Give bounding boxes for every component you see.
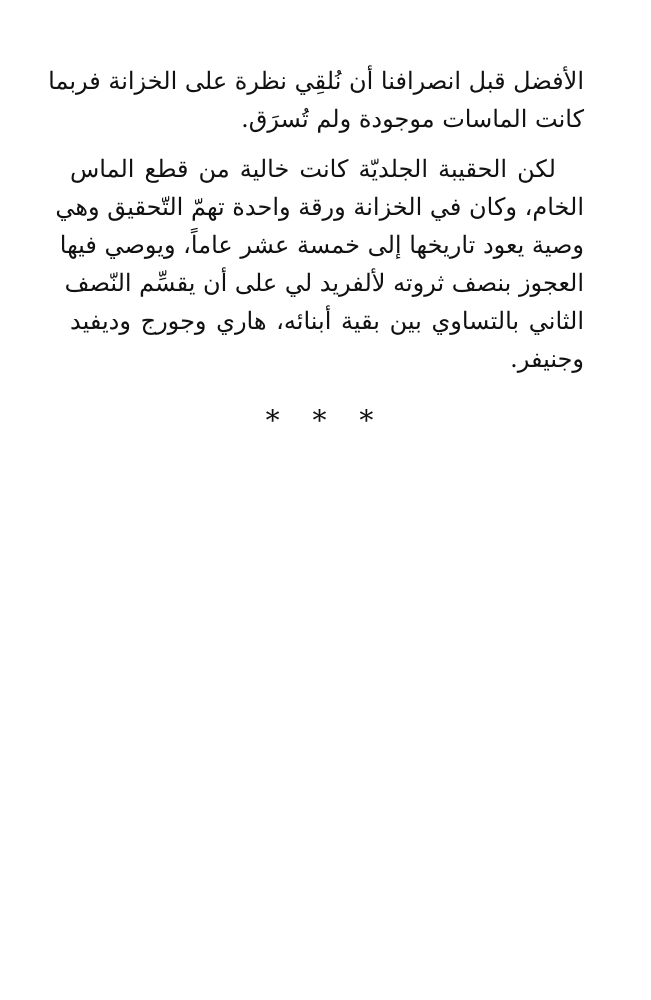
paragraph-1 — [48, 62, 584, 138]
paragraph-line: الثاني بالتساوي بين بقية أبنائه، هاري وجورج وديفيد — [70, 307, 584, 335]
paragraph-line: وجنيفر. — [510, 345, 584, 373]
paragraph-line: الأفضل قبل انصرافنا أن نُلقِي نظرة على الخزانة فربما — [48, 67, 584, 95]
paragraph-line: وصية يعود تاريخها إلى خمسة عشر عاماً، ويوصي فيها — [59, 231, 584, 259]
paragraph-line: العجوز بنصف ثروته لألفريد لي على أن يقسِّم النّصف — [64, 269, 584, 297]
paragraph-line: لكن الحقيبة الجلديّة كانت خالية من قطع الماس — [70, 155, 556, 183]
paragraph-line: الخام، وكان في الخزانة ورقة واحدة تهمّ التّحقيق وهي — [55, 193, 584, 221]
section-separator: * * * — [265, 404, 386, 437]
book-page — [48, 62, 584, 378]
paragraph-line: كانت الماسات موجودة ولم تُسرَق. — [241, 105, 584, 133]
paragraph-2 — [55, 150, 584, 378]
